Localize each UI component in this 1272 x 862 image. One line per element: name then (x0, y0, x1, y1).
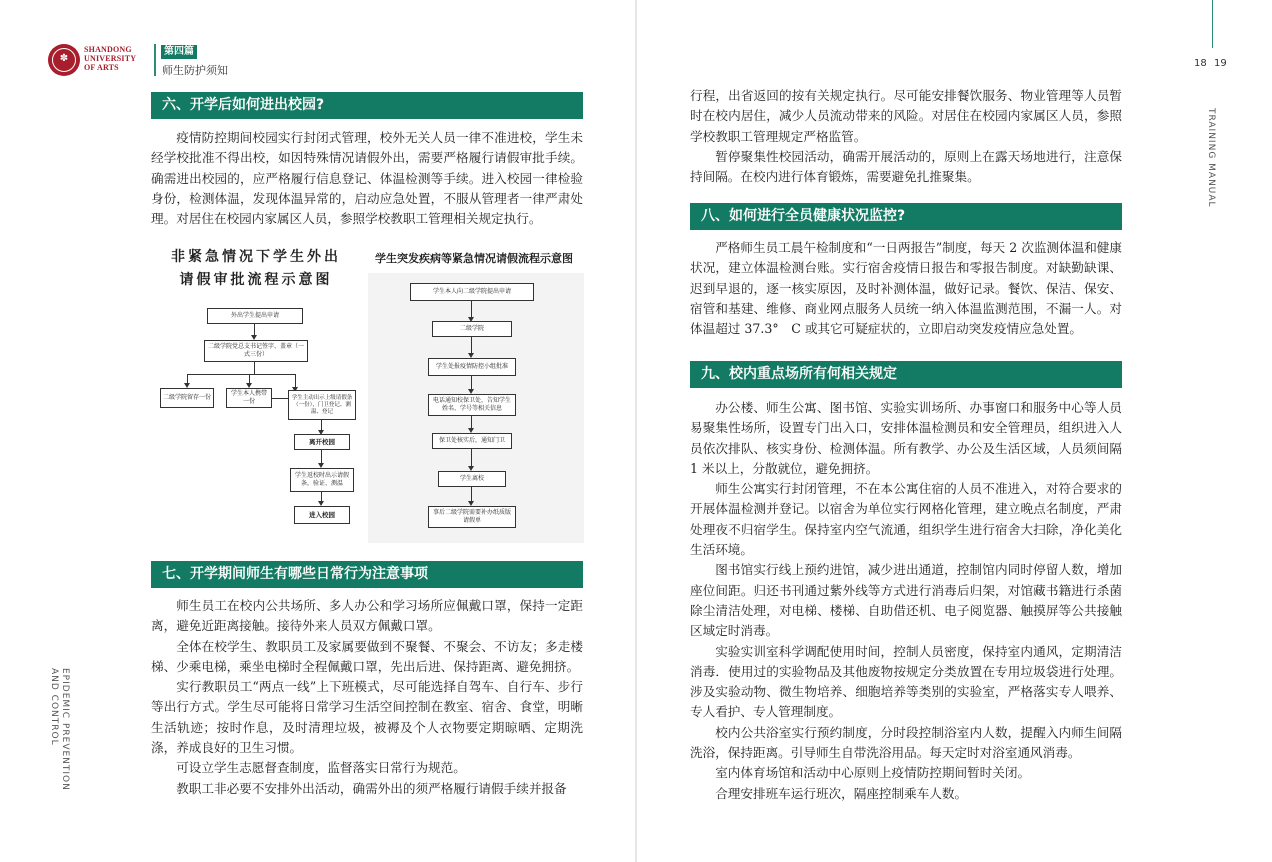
paragraph: 严格师生员工晨午检制度和“一日两报告”制度，每天 2 次监测体温和健康状况，建立体温检测台账。实行宿舍疫情日报告和零报告制度。对缺勤缺课、迟到早退的，逐一核实原因，及时补测体温，做好记录。餐饮、保洁、保安、宿管和基建、维修、商业网点服务人员统一纳入体温监测范围，不漏一人。对体温超过 37.3° C 或其它可疑症状的，立即启动突发疫情应急处置。 (690, 240, 1122, 337)
flow-connector (254, 362, 255, 374)
page-number-right: 19 (1214, 58, 1227, 69)
section-body (690, 398, 1122, 804)
running-title-right: TRAINING MANUAL (1206, 108, 1216, 208)
university-name-line: SHANDONG (84, 45, 132, 54)
part-badge: 第四篇 (161, 45, 197, 59)
flow-connector (471, 376, 472, 390)
paragraph: 办公楼、师生公寓、图书馆、实验实训场所、办事窗口和服务中心等人员易聚集性场所，设置专门出入口，安排体温检测员和安全管理员，组织进入人员依次排队、核实身份、检测体温。所有教学、办公及生活区域，人员须间隔 1 米以上，分散就位，避免拥挤。 (690, 400, 1122, 476)
flow-node: 学生处报疫情防控小组批准 (428, 358, 516, 376)
part-subtitle: 师生防护须知 (162, 64, 228, 77)
university-name (84, 45, 148, 72)
flow-node: 离开校园 (294, 434, 350, 450)
paragraph: 实行教职员工“两点一线”上下班模式，尽可能选择自驾车、自行车、步行等出行方式。学生尽可能将日常学习生活空间控制在教室、宿舍、食堂，明晰生活轨迹；按时作息，及时清理垃圾，被褥及个人衣物要定期晾晒、定期洗涤，养成良好的卫生习惯。 (151, 679, 583, 756)
header-divider (154, 44, 156, 76)
section-heading: 九、校内重点场所有何相关规定 (690, 361, 1122, 388)
running-title-left-line: AND CONTROL (49, 668, 59, 746)
paragraph: 校内公共浴室实行预约制度，分时段控制浴室内人数，提醒入内师生间隔洗浴，保持距离。引导师生自带洗浴用品。每天定时对浴室通风消毒。 (690, 724, 1122, 761)
running-title-left-line: EPIDEMIC PREVENTION (60, 668, 70, 791)
flow-connector (471, 449, 472, 467)
flow-node: 二级学院党总支书记签字、盖章（一式三份） (204, 340, 308, 362)
paragraph: 合理安排班车运行班次，隔座控制乘车人数。 (715, 785, 968, 801)
flow-node: 二级学院留存一份 (160, 388, 214, 408)
section-body (151, 128, 583, 229)
paragraph: 全体在校学生、教职员工及家属要做到不聚餐、不聚会、不访友；多走楼梯、少乘电梯，乘坐电梯时全程佩戴口罩，先出后进、保持距离、避免拥挤。 (151, 638, 583, 674)
flowchart-title-line: 请假审批流程示意图 (179, 272, 333, 288)
paragraph: 暂停聚集性校园活动，确需开展活动的，原则上在露天场地进行，注意保持间隔。在校内进行体育锻炼，需要避免扎推聚集。 (690, 148, 1122, 185)
page-number-left: 18 (1194, 58, 1207, 69)
page-numbers (1194, 58, 1234, 69)
flow-connector (471, 301, 472, 318)
paragraph: 教职工非必要不安排外出活动，确需外出的须严格履行请假手续并报备 (176, 780, 567, 796)
section-body (690, 238, 1122, 339)
flow-node: 学生主动出示上级请假条（一份），门卫登记、测温、登记 (288, 390, 356, 420)
flow-connector (471, 337, 472, 354)
flow-node: 学生离校 (438, 471, 506, 487)
paragraph: 实验实训室科学调配使用时间，控制人员密度，保持室内通风，定期清洁消毒．使用过的实验物品及其他废物按规定分类放置在专用垃圾袋进行处理。涉及实验动物、微生物培养、细胞培养等类别的实验室，严格落实专人喂养、专人看护、专人管理制度。 (690, 643, 1122, 720)
flow-node: 二级学院 (432, 321, 512, 337)
flow-node: 学生本人向二级学院提出申请 (410, 283, 534, 301)
university-name-line: OF ARTS (84, 63, 119, 72)
section-body-continued (690, 86, 1122, 187)
paragraph: 师生公寓实行封闭管理，不在本公寓住宿的人员不准进入，对符合要求的开展体温检测并登记。以宿舍为单位实行网格化管理，建立晚点名制度，严肃处理夜不归宿学生。保持室内空气流通，组织学生进行宿舍大扫除，净化美化生活环境。 (690, 481, 1122, 558)
paragraph: 图书馆实行线上预约进馆，减少进出通道，控制馆内同时停留人数，增加座位间距。归还书刊通过紫外线等方式进行消毒后归架，对馆藏书籍进行杀菌除尘清洁处理，对电梯、楼梯、自助借还机、电子阅览器、触摸屏等公共接触区域定时消毒。 (690, 562, 1122, 639)
flow-connector (321, 450, 322, 464)
section-heading: 八、如何进行全员健康状况监控? (690, 203, 1122, 230)
section-body (151, 596, 583, 799)
flow-node: 事后二级学院需要补办纸质版请假单 (428, 506, 516, 528)
flow-connector (471, 487, 472, 502)
section-heading: 六、开学后如何进出校园? (151, 92, 583, 119)
flow-connector (272, 398, 288, 399)
university-name-line: UNIVERSITY (84, 54, 137, 63)
paragraph: 疫情防控期间校园实行封闭式管理，校外无关人员一律不准进校，学生未经学校批准不得出校，如因特殊情况请假外出，需要严格履行请假审批手续。确需进出校园的，应严格履行信息登记、体温检测等手续。进入校园一律检验身份，检测体温，发现体温异常的，启动应急处置，不服从管理者一律严肃处理。对居住在校园内家属区人员，参照学校教职工管理相关规定执行。 (151, 130, 583, 227)
flowchart-title: 学生突发疾病等紧急情况请假流程示意图 (375, 252, 573, 265)
flow-connector (187, 374, 296, 375)
flow-node: 学生返校时出示请假条，验证、测温 (290, 468, 354, 492)
paragraph: 师生员工在校内公共场所、多人办公和学习场所应佩戴口罩，保持一定距离，避免近距离接触。接待外来人员双方佩戴口罩。 (151, 598, 583, 634)
paragraph: 可设立学生志愿督查制度，监督落实日常行为规范。 (176, 760, 466, 776)
page-number-divider (1212, 0, 1213, 48)
flowchart-title-line: 非紧急情况下学生外出 (171, 249, 341, 265)
flow-connector (295, 374, 296, 388)
seal-icon: ✽ (59, 53, 69, 64)
paragraph: 行程，出省返回的按有关规定执行。尽可能安排餐饮服务、物业管理等人员暂时在校内居住，减少人员流动带来的风险。对居住在校园内家属区人员，参照学校教职工管理规定严格监管。 (690, 88, 1122, 144)
flow-node: 外出学生提出申请 (207, 308, 303, 324)
running-title-left (48, 668, 70, 791)
flow-node: 保卫处核实后，通知门卫 (432, 433, 512, 449)
section-heading: 七、开学期间师生有哪些日常行为注意事项 (151, 561, 583, 588)
flow-node: 进入校园 (294, 506, 350, 524)
flow-node: 学生本人携带一份 (226, 388, 272, 408)
paragraph: 室内体育场馆和活动中心原则上疫情防控期间暂时关闭。 (715, 765, 1031, 781)
flowchart-title (158, 246, 354, 292)
page-gutter (635, 0, 637, 862)
flow-node: 电话通知校保卫处，告知学生姓名、学号等相关信息 (428, 394, 516, 416)
